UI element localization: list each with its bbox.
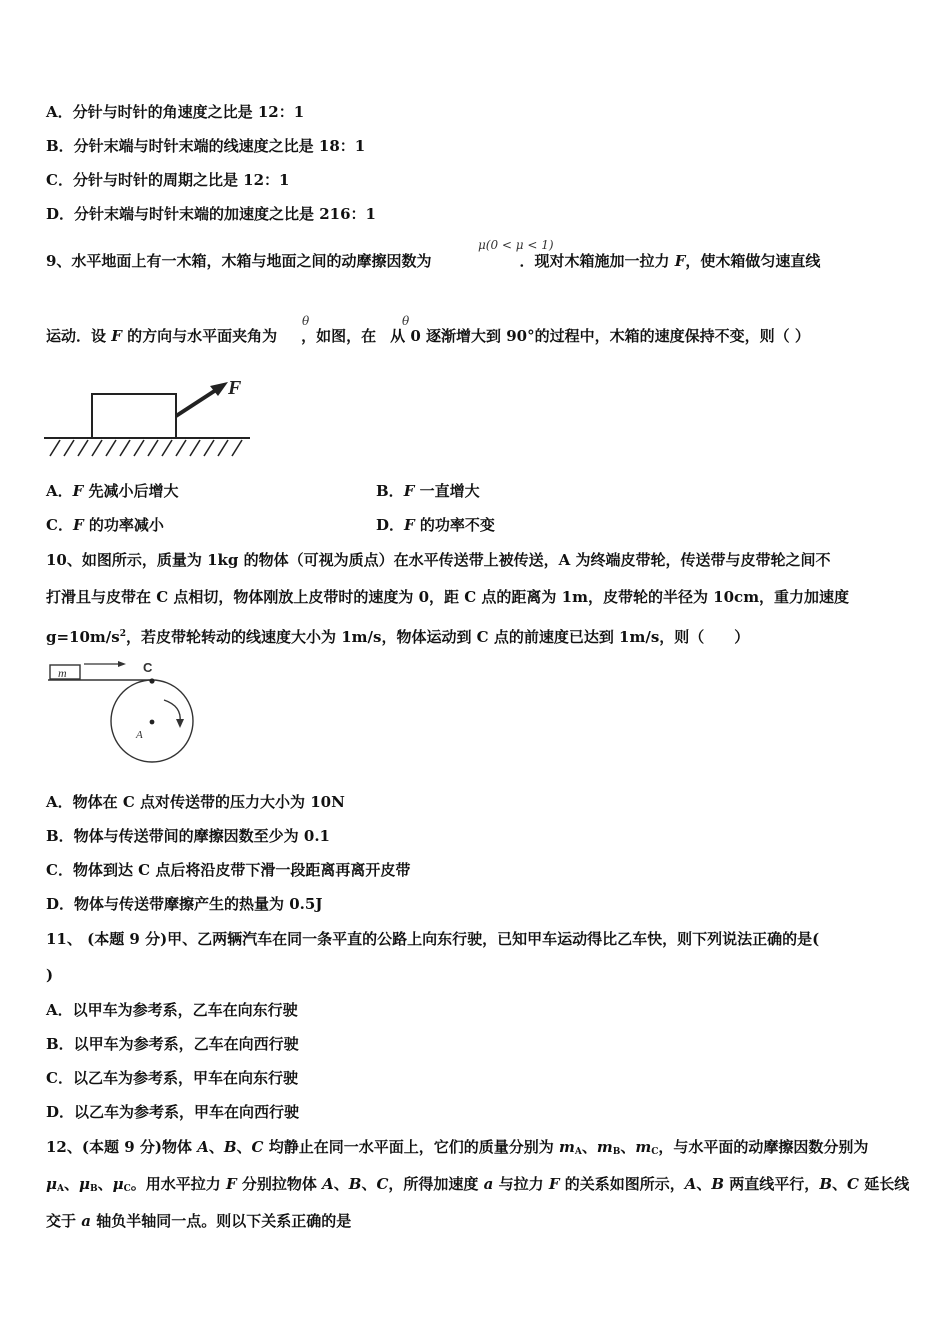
q10-stem-line3: $g=10m/s^2$，若皮带轮转动的线速度大小为 1m/s，物体运动到 C 点的前速度已达到 1m/s，则（ ） bbox=[46, 628, 750, 646]
q11-option-a: A．以甲车为参考系，乙车在向东行驶 bbox=[46, 1001, 298, 1019]
q10-stem-line1: 10、如图所示，质量为 1kg 的物体（可视为质点）在水平传送带上被传送，A 为终端皮带轮，传送带与皮带轮之间不 bbox=[46, 551, 831, 569]
q11-option-c: C．以乙车为参考系，甲车在向东行驶 bbox=[46, 1069, 298, 1087]
q9-option-a: A．F 先减小后增大 bbox=[46, 482, 179, 500]
q9-option-d: D．F 的功率不变 bbox=[376, 516, 495, 534]
point-c-label: C bbox=[143, 660, 153, 675]
point-c bbox=[149, 678, 154, 683]
q8-option-a: A．分针与时针的角速度之比是 12：1 bbox=[46, 103, 305, 121]
force-arrow-shaft bbox=[176, 390, 216, 416]
q9-stem-line1: 9、水平地面上有一木箱，木箱与地面之间的动摩擦因数为 ．现对木箱施加一拉力 F，使木箱做匀速直线 bbox=[46, 252, 821, 270]
q11-option-b: B．以甲车为参考系，乙车在向西行驶 bbox=[46, 1035, 299, 1053]
q8-option-c: C．分针与时针的周期之比是 12：1 bbox=[46, 171, 290, 189]
q9-stem-line2: 运动．设 F 的方向与水平面夹角为 ，如图，在 从 0 逐渐增大到 90°的过程中，木箱的速度保持不变，则（ ） bbox=[46, 327, 810, 345]
wooden-box bbox=[92, 394, 176, 438]
q11-stem-line2: ) bbox=[46, 966, 54, 984]
q12-stem-line1: 12、(本题 9 分)物体 A、B、C 均静止在同一水平面上，它们的质量分别为 $m_A$、$m_B$、$m_C$，与水平面的动摩擦因数分别为 bbox=[46, 1138, 869, 1157]
block-m-label: m bbox=[58, 666, 67, 680]
q11-stem-line1: 11、 (本题 9 分)甲、乙两辆汽车在同一条平直的公路上向东行驶，已知甲车运动得比乙车快，则下列说法正确的是( bbox=[46, 930, 820, 948]
q10-option-a: A．物体在 C 点对传送带的压力大小为 10N bbox=[46, 793, 345, 811]
ground-hatching bbox=[50, 440, 242, 456]
theta-symbol-2: θ bbox=[402, 314, 410, 328]
q8-option-b: B．分针末端与时针末端的线速度之比是 18：1 bbox=[46, 137, 366, 155]
pulley-center bbox=[150, 720, 155, 725]
q9-option-c: C．F 的功率减小 bbox=[46, 516, 164, 534]
q10-option-d: D．物体与传送带摩擦产生的热量为 0.5J bbox=[46, 895, 323, 913]
q12-stem-line3: 交于 a 轴负半轴同一点。则以下关系正确的是 bbox=[46, 1212, 352, 1230]
q12-stem-line2: $\mu_A$、$\mu_B$、$\mu_C$。用水平拉力 F 分别拉物体 A、B、C，所得加速度 a 与拉力 F 的关系如图所示，A、B 两直线平行，B、C 延长线 bbox=[46, 1175, 910, 1194]
mu-formula: μ(0 < μ < 1) bbox=[478, 238, 554, 252]
conveyor-pulley-figure bbox=[44, 656, 204, 768]
q10-option-b: B．物体与传送带间的摩擦因数至少为 0.1 bbox=[46, 827, 330, 845]
rotation-arrow bbox=[164, 700, 180, 722]
force-label: F bbox=[228, 377, 242, 399]
q8-option-d: D．分针末端与时针末端的加速度之比是 216：1 bbox=[46, 205, 376, 223]
box-force-figure bbox=[44, 372, 250, 460]
q10-option-c: C．物体到达 C 点后将沿皮带下滑一段距离再离开皮带 bbox=[46, 861, 411, 879]
q10-stem-line2: 打滑且与皮带在 C 点相切，物体刚放上皮带时的速度为 0，距 C 点的距离为 1m，皮带轮的半径为 10cm，重力加速度 bbox=[46, 588, 850, 606]
q11-option-d: D．以乙车为参考系，甲车在向西行驶 bbox=[46, 1103, 300, 1121]
pulley-center-label: A bbox=[136, 729, 143, 741]
theta-symbol-1: θ bbox=[302, 314, 310, 328]
q9-option-b: B．F 一直增大 bbox=[376, 482, 480, 500]
